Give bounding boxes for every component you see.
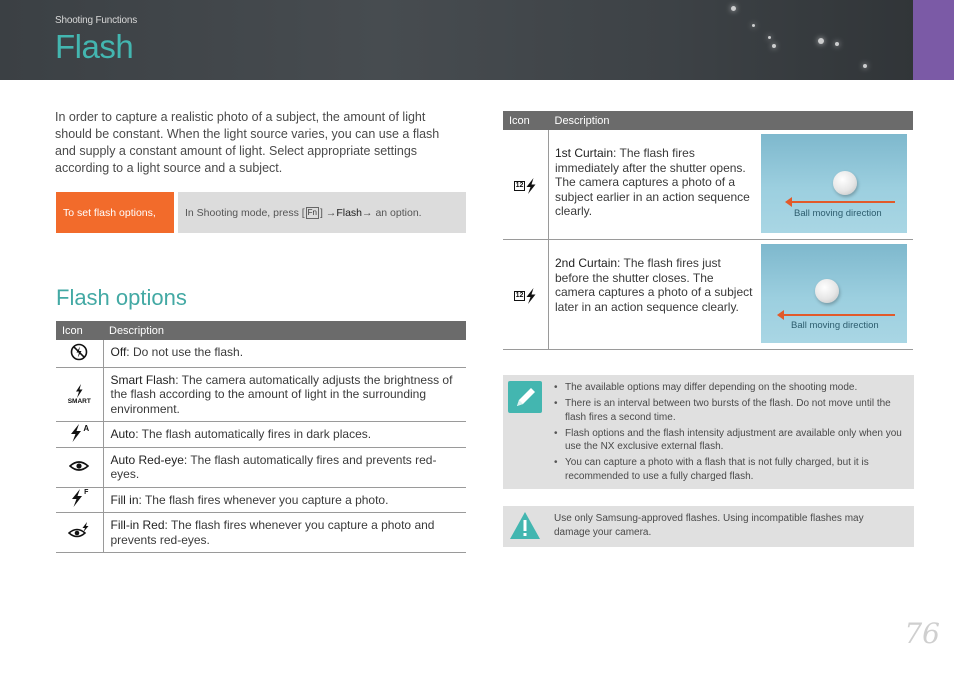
pencil-note-icon	[508, 381, 542, 413]
option-desc: : The flash automatically fires and prevents red-eyes.	[110, 452, 437, 481]
option-name: Smart Flash	[110, 372, 176, 387]
table-row	[56, 513, 466, 553]
option-desc: : The camera automatically adjusts the brightness of the flash according to the amount of light in the surrounding environment.	[110, 372, 453, 416]
option-desc: : Do not use the flash.	[126, 345, 244, 359]
flash-auto-icon	[69, 424, 89, 442]
photo-caption: Ball moving direction	[794, 208, 882, 219]
option-name: Off	[110, 345, 127, 359]
howto-instructions	[178, 192, 466, 233]
howto-bar	[56, 192, 466, 233]
fill-in-icon	[70, 489, 88, 507]
option-name: 2nd Curtain	[555, 256, 618, 270]
direction-arrow	[791, 201, 895, 203]
option-desc: : The flash fires whenever you capture a photo and prevents red-eyes.	[110, 518, 435, 547]
first-curtain-icon	[514, 178, 538, 194]
col-icon-header: Icon	[56, 321, 103, 340]
sparkle-decoration	[752, 24, 755, 27]
red-eye-icon	[69, 460, 89, 472]
col-desc-header: Description	[103, 321, 466, 340]
curtain-number-label: 12	[515, 181, 524, 189]
intro-paragraph: In order to capture a realistic photo of a subject, the amount of light should be constant. When the light source varies, you can use a flash and supply a constant amount of light. Select appropriate settings according to a light source and a subject.	[55, 110, 440, 175]
page-number: 76	[904, 617, 940, 650]
smart-flash-icon	[68, 384, 91, 405]
ball-image	[833, 171, 857, 195]
howto-flash: Flash	[336, 206, 363, 219]
fill-label: F	[84, 489, 89, 497]
sparkle-decoration	[863, 64, 867, 68]
chapter-tab[interactable]	[913, 0, 954, 80]
flash-options-table	[56, 321, 466, 553]
option-desc: : The flash automatically fires in dark places.	[135, 427, 372, 441]
table-row	[56, 487, 466, 513]
first-curtain-photo	[761, 134, 907, 233]
table-row	[56, 422, 466, 448]
col-icon-header: Icon	[503, 111, 549, 130]
sparkle-decoration	[818, 38, 824, 44]
howto-tag: To set flash options,	[56, 192, 174, 233]
auto-label: A	[83, 423, 90, 433]
option-desc: : The flash fires whenever you capture a photo.	[138, 492, 389, 507]
table-row	[56, 447, 466, 487]
warning-icon	[508, 510, 542, 542]
option-name: 1st Curtain	[555, 146, 614, 160]
note-box	[503, 375, 914, 489]
table-row	[56, 340, 466, 367]
option-name: Fill-in Red	[110, 518, 165, 532]
warning-text: Use only Samsung-approved flashes. Using incompatible flashes may damage your camera.	[554, 513, 864, 538]
option-name: Fill in	[110, 492, 139, 507]
smart-label: SMART	[67, 397, 91, 405]
flash-off-icon	[70, 343, 88, 361]
direction-arrow	[783, 314, 895, 316]
second-curtain-icon	[514, 288, 538, 304]
sparkle-decoration	[835, 42, 839, 46]
table-row	[503, 240, 913, 350]
fn-key-icon: Fn	[307, 207, 317, 217]
sparkle-decoration	[772, 44, 776, 48]
warning-box	[503, 506, 914, 547]
note-list	[554, 381, 904, 486]
list-item: • The available options may differ depending on the shooting mode.	[554, 381, 904, 395]
howto-after2: → an option.	[362, 206, 422, 219]
list-item: • Flash options and the flash intensity adjustment are available only when you use the NX exclusive external flash.	[554, 427, 904, 454]
list-item: • There is an interval between two bursts of the flash. Do not move until the flash fires a second time.	[554, 397, 904, 424]
option-name: Auto Red-eye	[110, 452, 184, 467]
list-item: • You can capture a photo with a flash that is not fully charged, but it is recommended to use a fully charged flash.	[554, 456, 904, 483]
second-curtain-photo	[761, 244, 907, 343]
curtain-table	[503, 111, 913, 350]
col-desc-header: Description	[549, 111, 914, 130]
photo-caption: Ball moving direction	[791, 320, 879, 331]
ball-image	[815, 279, 839, 303]
page-header	[0, 0, 954, 80]
sparkle-decoration	[731, 6, 736, 11]
option-desc: : The flash fires immediately after the shutter opens. The camera captures a photo of a subject earlier in an action sequence clearly.	[555, 146, 750, 218]
table-row	[503, 130, 913, 240]
fill-in-red-icon	[68, 522, 90, 540]
option-desc: : The flash fires just before the shutter closes. The camera captures a photo of a subject later in an action sequence clearly.	[555, 256, 753, 314]
howto-after1: ] →	[320, 206, 337, 219]
table-row	[56, 367, 466, 422]
section-label: Shooting Functions	[55, 15, 138, 26]
howto-before: In Shooting mode, press [	[185, 206, 305, 219]
curtain-number-label: 12	[515, 291, 524, 299]
sparkle-decoration	[768, 36, 771, 39]
option-name: Auto	[110, 427, 136, 441]
flash-options-heading: Flash options	[56, 285, 187, 310]
page-title: Flash	[55, 28, 134, 65]
